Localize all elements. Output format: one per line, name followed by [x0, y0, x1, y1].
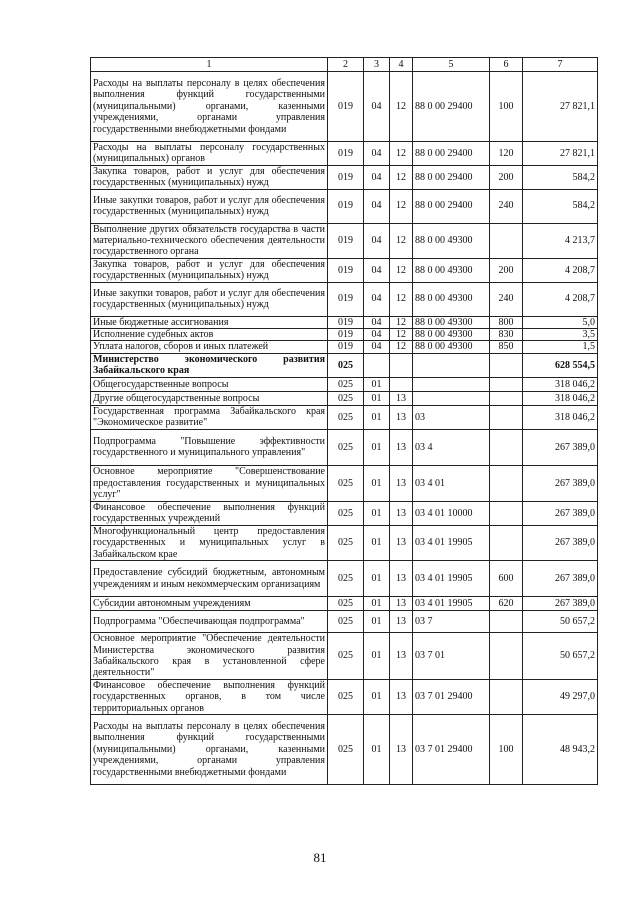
row-description: Подпрограмма "Обеспечивающая подпрограмма" [91, 611, 328, 633]
cell-pr: 12 [390, 329, 413, 341]
cell-pr: 13 [390, 501, 413, 525]
cell-gr: 025 [328, 429, 364, 465]
row-description: Предоставление субсидий бюджетным, автономным учреждениям и иным некоммерческим организациям [91, 561, 328, 597]
cell-csr: 88 0 00 49300 [413, 316, 490, 328]
cell-pr: 13 [390, 405, 413, 429]
cell-vr: 240 [490, 282, 523, 316]
cell-amount: 628 554,5 [523, 353, 598, 377]
cell-gr: 025 [328, 525, 364, 560]
cell-amount: 267 389,0 [523, 465, 598, 501]
cell-pr: 12 [390, 258, 413, 282]
column-header: 2 [328, 58, 364, 72]
column-header: 6 [490, 58, 523, 72]
cell-rz: 04 [364, 329, 390, 341]
cell-csr: 88 0 00 49300 [413, 341, 490, 353]
cell-amount: 584,2 [523, 189, 598, 223]
cell-vr [490, 501, 523, 525]
table-body [91, 72, 598, 785]
cell-pr: 12 [390, 142, 413, 166]
table-row [91, 329, 598, 341]
cell-csr [413, 391, 490, 405]
cell-pr: 13 [390, 391, 413, 405]
table-row [91, 72, 598, 142]
cell-csr: 03 4 01 [413, 465, 490, 501]
cell-vr [490, 405, 523, 429]
cell-rz: 01 [364, 611, 390, 633]
cell-csr: 03 4 01 19905 [413, 597, 490, 611]
row-description: Закупка товаров, работ и услуг для обеспечения государственных (муниципальных) нужд [91, 165, 328, 189]
cell-csr: 88 0 00 49300 [413, 329, 490, 341]
cell-gr: 019 [328, 329, 364, 341]
cell-pr [390, 353, 413, 377]
cell-gr: 025 [328, 391, 364, 405]
row-description: Финансовое обеспечение выполнения функций государственных органов, в том числе территориальных органов [91, 679, 328, 714]
page-number: 81 [313, 850, 327, 865]
table-row [91, 405, 598, 429]
cell-amount: 4 208,7 [523, 258, 598, 282]
cell-amount: 48 943,2 [523, 714, 598, 784]
cell-rz: 01 [364, 377, 390, 391]
cell-rz [364, 353, 390, 377]
cell-amount: 584,2 [523, 165, 598, 189]
cell-gr: 019 [328, 72, 364, 142]
cell-rz: 01 [364, 679, 390, 714]
cell-pr: 13 [390, 465, 413, 501]
cell-rz: 01 [364, 391, 390, 405]
cell-gr: 019 [328, 341, 364, 353]
row-description: Министерство экономического развития Забайкальского края [91, 353, 328, 377]
cell-csr: 03 7 01 29400 [413, 714, 490, 784]
column-header: 1 [91, 58, 328, 72]
cell-pr: 12 [390, 223, 413, 258]
cell-amount: 5,0 [523, 316, 598, 328]
table-row [91, 429, 598, 465]
cell-gr: 019 [328, 223, 364, 258]
budget-table [90, 57, 598, 785]
row-description: Закупка товаров, работ и услуг для обеспечения государственных (муниципальных) нужд [91, 258, 328, 282]
cell-gr: 025 [328, 501, 364, 525]
table-row [91, 714, 598, 784]
table-row [91, 341, 598, 353]
cell-rz: 04 [364, 142, 390, 166]
cell-csr: 03 7 01 [413, 633, 490, 680]
cell-vr [490, 525, 523, 560]
cell-amount: 267 389,0 [523, 501, 598, 525]
cell-gr: 025 [328, 633, 364, 680]
cell-pr: 13 [390, 633, 413, 680]
row-description: Иные бюджетные ассигнования [91, 316, 328, 328]
row-description: Другие общегосударственные вопросы [91, 391, 328, 405]
row-description: Государственная программа Забайкальского края "Экономическое развитие" [91, 405, 328, 429]
cell-amount: 267 389,0 [523, 597, 598, 611]
row-description: Расходы на выплаты персоналу в целях обеспечения выполнения функций государственными (муниципальными) органами, казенными учреждениями, органами управления государственными внебюджетными фондами [91, 714, 328, 784]
cell-vr: 830 [490, 329, 523, 341]
cell-gr: 025 [328, 597, 364, 611]
row-description: Уплата налогов, сборов и иных платежей [91, 341, 328, 353]
cell-vr: 200 [490, 165, 523, 189]
cell-vr: 800 [490, 316, 523, 328]
cell-csr [413, 377, 490, 391]
cell-pr: 13 [390, 525, 413, 560]
cell-amount: 27 821,1 [523, 72, 598, 142]
table-row [91, 165, 598, 189]
cell-vr: 620 [490, 597, 523, 611]
table-row [91, 561, 598, 597]
cell-vr: 600 [490, 561, 523, 597]
cell-rz: 01 [364, 561, 390, 597]
cell-vr: 200 [490, 258, 523, 282]
cell-pr: 13 [390, 429, 413, 465]
cell-csr: 03 [413, 405, 490, 429]
cell-rz: 04 [364, 72, 390, 142]
table-row [91, 189, 598, 223]
cell-vr [490, 429, 523, 465]
row-description: Иные закупки товаров, работ и услуг для обеспечения государственных (муниципальных) нужд [91, 282, 328, 316]
cell-gr: 019 [328, 142, 364, 166]
cell-amount: 50 657,2 [523, 633, 598, 680]
cell-rz: 04 [364, 316, 390, 328]
cell-vr [490, 611, 523, 633]
table-row [91, 597, 598, 611]
table-row [91, 258, 598, 282]
cell-pr: 13 [390, 597, 413, 611]
cell-rz: 04 [364, 165, 390, 189]
column-header: 4 [390, 58, 413, 72]
cell-csr: 88 0 00 49300 [413, 223, 490, 258]
cell-amount: 4 213,7 [523, 223, 598, 258]
cell-amount: 1,5 [523, 341, 598, 353]
cell-vr [490, 353, 523, 377]
table-row [91, 611, 598, 633]
cell-csr: 03 4 01 19905 [413, 561, 490, 597]
cell-pr: 12 [390, 72, 413, 142]
cell-amount: 318 046,2 [523, 405, 598, 429]
cell-pr: 12 [390, 341, 413, 353]
cell-gr: 019 [328, 316, 364, 328]
cell-csr: 03 7 [413, 611, 490, 633]
row-description: Основное мероприятие "Обеспечение деятельности Министерства экономического развития Забайкальского края в установленной сфере деятельности" [91, 633, 328, 680]
cell-csr: 88 0 00 49300 [413, 258, 490, 282]
cell-rz: 01 [364, 465, 390, 501]
cell-rz: 01 [364, 714, 390, 784]
cell-pr: 12 [390, 189, 413, 223]
cell-rz: 04 [364, 189, 390, 223]
cell-gr: 025 [328, 679, 364, 714]
table-row [91, 391, 598, 405]
cell-vr: 850 [490, 341, 523, 353]
cell-gr: 019 [328, 258, 364, 282]
cell-gr: 025 [328, 353, 364, 377]
cell-csr: 88 0 00 29400 [413, 142, 490, 166]
row-description: Финансовое обеспечение выполнения функций государственных учреждений [91, 501, 328, 525]
cell-rz: 01 [364, 633, 390, 680]
cell-pr: 13 [390, 714, 413, 784]
table-row [91, 142, 598, 166]
cell-amount: 27 821,1 [523, 142, 598, 166]
cell-amount: 318 046,2 [523, 377, 598, 391]
table-row [91, 377, 598, 391]
table-row [91, 633, 598, 680]
cell-rz: 01 [364, 525, 390, 560]
cell-rz: 01 [364, 501, 390, 525]
table-header-row [91, 58, 598, 72]
cell-csr: 03 4 01 10000 [413, 501, 490, 525]
cell-amount: 50 657,2 [523, 611, 598, 633]
table-row [91, 223, 598, 258]
cell-amount: 3,5 [523, 329, 598, 341]
cell-csr: 03 4 01 19905 [413, 525, 490, 560]
table-row [91, 679, 598, 714]
cell-gr: 025 [328, 377, 364, 391]
cell-rz: 01 [364, 405, 390, 429]
cell-vr: 100 [490, 714, 523, 784]
cell-amount: 4 208,7 [523, 282, 598, 316]
cell-vr [490, 633, 523, 680]
table-row [91, 465, 598, 501]
column-header: 3 [364, 58, 390, 72]
cell-amount: 267 389,0 [523, 561, 598, 597]
cell-csr: 88 0 00 49300 [413, 282, 490, 316]
cell-gr: 019 [328, 165, 364, 189]
cell-gr: 025 [328, 714, 364, 784]
cell-gr: 019 [328, 282, 364, 316]
cell-gr: 025 [328, 561, 364, 597]
cell-rz: 01 [364, 429, 390, 465]
cell-vr [490, 679, 523, 714]
table-row [91, 282, 598, 316]
cell-rz: 04 [364, 223, 390, 258]
row-description: Многофункциональный центр предоставления государственных и муниципальных услуг в Забайкальском крае [91, 525, 328, 560]
row-description: Расходы на выплаты персоналу в целях обеспечения выполнения функций государственными (муниципальными) органами, казенными учреждениями, органами управления государственными внебюджетными фондами [91, 72, 328, 142]
cell-pr: 12 [390, 282, 413, 316]
cell-pr [390, 377, 413, 391]
cell-vr: 240 [490, 189, 523, 223]
cell-amount: 49 297,0 [523, 679, 598, 714]
cell-vr [490, 465, 523, 501]
cell-csr: 03 4 [413, 429, 490, 465]
cell-vr: 100 [490, 72, 523, 142]
cell-gr: 025 [328, 465, 364, 501]
cell-vr [490, 223, 523, 258]
cell-csr: 88 0 00 29400 [413, 189, 490, 223]
cell-amount: 267 389,0 [523, 429, 598, 465]
cell-pr: 12 [390, 316, 413, 328]
row-description: Подпрограмма "Повышение эффективности государственного и муниципального управления" [91, 429, 328, 465]
cell-gr: 019 [328, 189, 364, 223]
row-description: Расходы на выплаты персоналу государственных (муниципальных) органов [91, 142, 328, 166]
cell-csr: 88 0 00 29400 [413, 72, 490, 142]
row-description: Основное мероприятие "Совершенствование предоставления государственных и муниципальных услуг" [91, 465, 328, 501]
cell-vr [490, 377, 523, 391]
column-header: 5 [413, 58, 490, 72]
table-row [91, 316, 598, 328]
cell-gr: 025 [328, 405, 364, 429]
row-description: Общегосударственные вопросы [91, 377, 328, 391]
cell-amount: 318 046,2 [523, 391, 598, 405]
cell-vr [490, 391, 523, 405]
table-row [91, 525, 598, 560]
cell-rz: 04 [364, 341, 390, 353]
table-row [91, 353, 598, 377]
cell-rz: 04 [364, 282, 390, 316]
cell-vr: 120 [490, 142, 523, 166]
cell-pr: 13 [390, 679, 413, 714]
row-description: Исполнение судебных актов [91, 329, 328, 341]
cell-pr: 13 [390, 611, 413, 633]
column-header: 7 [523, 58, 598, 72]
table-row [91, 501, 598, 525]
cell-gr: 025 [328, 611, 364, 633]
cell-rz: 01 [364, 597, 390, 611]
cell-rz: 04 [364, 258, 390, 282]
row-description: Выполнение других обязательств государства в части материально-технического обеспечения деятельности государственного органа [91, 223, 328, 258]
cell-csr: 03 7 01 29400 [413, 679, 490, 714]
cell-csr [413, 353, 490, 377]
row-description: Субсидии автономным учреждениям [91, 597, 328, 611]
cell-pr: 13 [390, 561, 413, 597]
cell-amount: 267 389,0 [523, 525, 598, 560]
row-description: Иные закупки товаров, работ и услуг для обеспечения государственных (муниципальных) нужд [91, 189, 328, 223]
cell-pr: 12 [390, 165, 413, 189]
cell-csr: 88 0 00 29400 [413, 165, 490, 189]
